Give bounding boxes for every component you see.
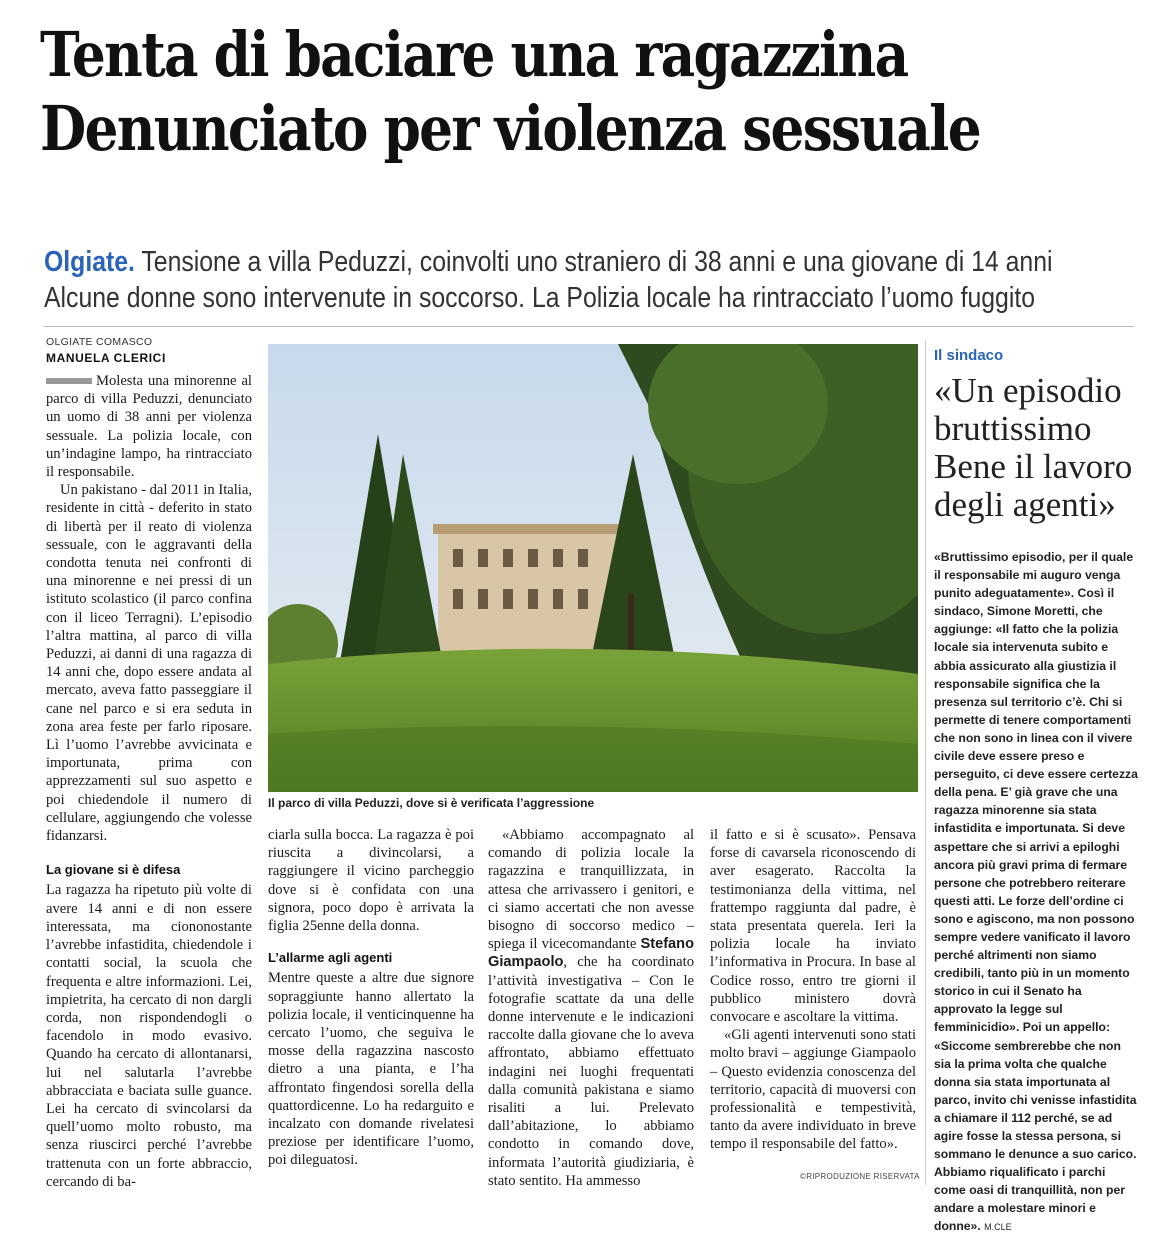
divider — [44, 326, 1134, 327]
deck-line-2: Alcune donne sono intervenute in soccorso. La Polizia locale ha rintracciato l’uomo fuggito — [44, 282, 1036, 314]
sidebar-signature: M.CLE — [984, 1222, 1012, 1233]
deck — [44, 244, 1053, 316]
headline — [40, 18, 980, 166]
sidebar-label: Il sindaco — [934, 347, 1004, 364]
paragraph: Molesta una minorenne al parco di villa Peduzzi, denunciato un uomo di 38 anni per violenza sessuale. La polizia locale, con un’indagine lampo, ha rintracciato il responsabile. — [46, 373, 252, 481]
person-name: Stefano Giampaolo — [488, 936, 694, 971]
paragraph: «Gli agenti intervenuti sono stati molto bravi – aggiunge Giampaolo – Questo evidenzia conoscenza del territorio, capacità di muoversi con professionalità e tempestività, tanto da avere individuato in breve tempo il responsabile del fatto». — [710, 1027, 916, 1153]
park-photo — [268, 344, 918, 792]
headline-line-1: Tenta di baciare una ragazzina — [40, 18, 908, 91]
copyright: ©RIPRODUZIONE RISERVATA — [800, 1172, 920, 1181]
sidebar-body: «Bruttissimo episodio, per il quale il responsabile mi auguro venga punito adeguatamente». Così il sindaco, Simone Moretti, che aggiunge: «Il fatto che la polizia locale sia intervenuta subito e abbia assicurato alla giustizia il responsabile significa che la presenza sul territorio c’è. Chi si permette di tenere comportamenti che non sono in linea con il vivere civile deve essere preso e perseguito, ci deve essere certezza della pena. E’ già grave che una ragazza minorenne sia stata infastidita e importunata. Si deve aspettare che si arrivi a epiloghi ancora più gravi prima di fermare persone che potrebbero reiterare questi atti. Le forze dell’ordine ci sono e agiscono, ma non possono sempre vedere vanificato il lavoro perché altrimenti non siamo credibili, tanto più in un momento storico in cui il Senato ha approvato la legge sul femminicidio». Poi un appello: «Siccome sembrerebbe che non sia la prima volta che qualche donna sia stata importunata al parco, invito chi venisse infastidita a chiamare il 112 perché, se ad agire fosse la stessa persona, si sommano le denunce a suo carico. Abbiamo riqualificato i parchi come oasi di tranquillità, non per andare a molestare minori e donne». — [934, 550, 1138, 1234]
paragraph: Un pakistano - dal 2011 in Italia, residente in città - deferito in stato di libertà per il reato di violenza sessuale, con le aggravanti della condotta tenuta nei confronti di una minorenne e nei pressi di un istituto scolastico (il parco confina con il liceo Terragni). L’episodio l’altra mattina, al parco di villa Peduzzi, ai danni di una ragazza di 14 anni che, dopo essere andata al mercato, aveva fatto passeggiare il cane nel parco e si era seduta in zona area feste per farlo riposare. Lì l’uomo l’avrebbe avvicinata e importunata, prima con apprezzamenti sul suo aspetto e poi chiedendole il numero di cellulare, aggiungendo che volesse fidanzarsi. — [46, 482, 252, 845]
quote-text: «Abbiamo accompagnato al comando di polizia locale la ragazzina e tranquillizzata, in attesa che arrivassero i genitori, e ci siamo accertati che non avesse bisogno di soccorso medico – spiega il vicecomandante — [488, 827, 694, 953]
park-photo-image — [268, 344, 918, 792]
paragraph: La ragazza ha ripetuto più volte di avere 14 anni e di non essere interessata, ma ciononostante l’avrebbe infastidita, chiedendole i contatti social, la scuola che frequenta e altre informazioni. Lei, impietrita, ha cercato di non dargli corda, non rispondendogli o facendolo in modo evasivo. Quando ha cercato di allontanarsi, lui nel salutarla l’avrebbe abbracciata e baciata sulle guance. Lei ha cercato di svincolarsi da quell’uomo molto robusto, ma senza riuscirci perché l’avrebbe trattenuta con un forte abbraccio, cercando di ba- — [46, 882, 252, 1190]
deck-place: Olgiate. — [44, 246, 135, 278]
dateline-place: OLGIATE COMASCO — [46, 336, 153, 348]
column-4 — [710, 826, 916, 1154]
sidebar-text — [934, 548, 1140, 1237]
deck-line-1: Tensione a villa Peduzzi, coinvolti uno straniero di 38 anni e una giovane di 14 anni — [141, 246, 1053, 278]
subheading: L’allarme agli agenti — [268, 950, 393, 966]
quote-text: , che ha coordinato l’attività investigativa – Con le fotografie scattate da una delle donne intervenute e le indicazioni raccolte dalla giovane che lo aveva affrontato, abbiamo effettuato indagini nei luoghi frequentati dalla comunità pakistana e siamo risaliti a lui. Prelevato dall’abitazione, lo abbiamo condotto in comando dove, informata l’autorità giudiziaria, è stato sentito. Ha ammesso — [488, 954, 694, 1189]
paragraph: Mentre queste a altre due signore sopraggiunte hanno allertato la polizia locale, il venticinquenne ha cercato l’uomo, che seguiva le mosse della ragazzina nascosto dietro a una pianta, e l’ha affrontato fingendosi sorella della quattordicenne. Lo ha redarguito e incalzato con domande rivelatesi preziose per identificare l’uomo, poi dileguatosi. — [268, 970, 474, 1169]
sidebar-divider — [925, 340, 926, 1185]
column-1 — [46, 372, 252, 1191]
paragraph — [488, 826, 694, 1190]
column-3 — [488, 826, 694, 1190]
subheading: La giovane si è difesa — [46, 862, 181, 878]
sidebar-quote: «Un episodio bruttissimo Bene il lavoro degli agenti» — [934, 371, 1133, 524]
paragraph: il fatto e si è scusato». Pensava forse di cavarsela riconoscendo di aver esagerato. Raccolta la testimonianza della vittima, nel frattempo raggiunta dal padre, è stata presentata querela. Ieri la polizia locale ha inviato l’informativa in Procura. In base al Codice rosso, entro tre giorni il pubblico ministero dovrà convocare e ascoltare la vittima. — [710, 827, 916, 1026]
photo-caption: Il parco di villa Peduzzi, dove si è verificata l’aggressione — [268, 796, 595, 810]
paragraph: ciarla sulla bocca. La ragazza è poi riuscita a divincolarsi, a raggiungere il vicino parcheggio dove si è confidata con una signora, poco dopo è arrivata la figlia 25enne della donna. — [268, 827, 474, 935]
column-2 — [268, 826, 474, 1170]
byline: MANUELA CLERICI — [46, 351, 166, 365]
headline-line-2: Denunciato per violenza sessuale — [40, 92, 980, 165]
